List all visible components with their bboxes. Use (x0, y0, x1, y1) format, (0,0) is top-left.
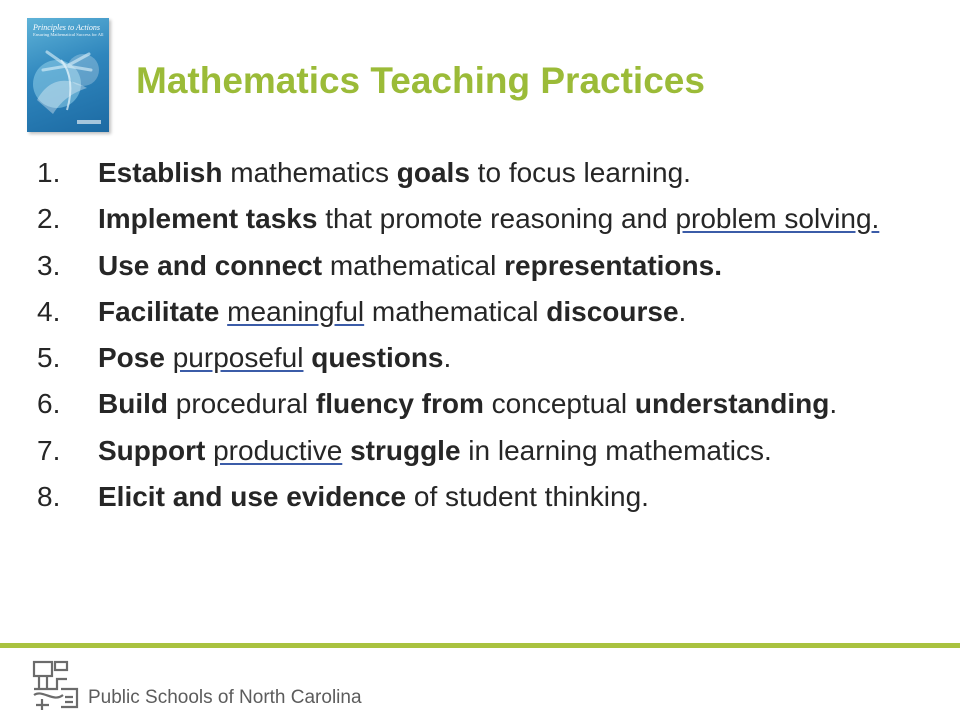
book-subtitle-text: Ensuring Mathematical Success for All (33, 32, 104, 37)
practice-emphasis: Implement tasks (98, 203, 318, 234)
practice-segment: . (678, 296, 687, 327)
practice-segment: mathematics (222, 157, 397, 188)
practice-emphasis: representations. (504, 250, 722, 281)
practice-item (37, 155, 942, 190)
practice-item (37, 248, 942, 283)
practice-emphasis: fluency from (315, 388, 484, 419)
practice-number: 2. (37, 203, 61, 234)
practice-number: 5. (37, 342, 61, 373)
practice-segment: to focus learning. (469, 157, 691, 188)
practice-item (37, 201, 942, 236)
practice-number: 3. (37, 250, 61, 281)
practice-segment (342, 435, 350, 466)
nc-dpi-logo-icon (31, 659, 81, 711)
practice-emphasis: struggle (350, 435, 461, 466)
practice-emphasis: Build (98, 388, 168, 419)
practice-segment (219, 296, 227, 327)
practice-emphasis: goals (396, 157, 470, 188)
practice-segment: mathematical (322, 250, 505, 281)
practice-number: 1. (37, 157, 61, 188)
practice-item (37, 386, 942, 421)
practice-segment (205, 435, 213, 466)
practice-underlined: problem solving. (675, 203, 880, 234)
practice-text (98, 340, 942, 375)
slide-title: Mathematics Teaching Practices (136, 60, 705, 101)
footer-divider (0, 643, 960, 648)
practice-emphasis: Use and connect (98, 250, 323, 281)
book-title-text: Principles to Actions (33, 23, 100, 32)
practice-segment: . (443, 342, 452, 373)
practice-text (98, 155, 942, 190)
practice-text (98, 201, 942, 236)
practice-item (37, 294, 942, 329)
organization-name: Public Schools of North Carolina (88, 687, 362, 708)
practice-emphasis: questions (311, 342, 444, 373)
practices-list (37, 155, 942, 525)
practice-emphasis: Support (98, 435, 206, 466)
practice-emphasis: Facilitate (98, 296, 220, 327)
practice-segment (165, 342, 173, 373)
practice-emphasis: Elicit and use evidence (98, 481, 407, 512)
practice-number: 7. (37, 435, 61, 466)
practice-item (37, 479, 942, 514)
practice-number: 4. (37, 296, 61, 327)
practice-text (98, 294, 942, 329)
practice-emphasis: Pose (98, 342, 165, 373)
practice-underlined: purposeful (172, 342, 304, 373)
practice-segment: conceptual (483, 388, 635, 419)
practice-number: 8. (37, 481, 61, 512)
practice-text (98, 479, 942, 514)
practice-segment: procedural (168, 388, 316, 419)
practice-segment: . (829, 388, 838, 419)
practice-number: 6. (37, 388, 61, 419)
practice-emphasis: Establish (98, 157, 223, 188)
practice-emphasis: understanding (634, 388, 830, 419)
practice-item (37, 340, 942, 375)
book-cover-image (27, 18, 109, 132)
practice-text (98, 386, 942, 421)
practice-segment: that promote reasoning and (317, 203, 676, 234)
practice-item (37, 433, 942, 468)
book-cover-title (33, 23, 105, 38)
practice-segment: mathematical (364, 296, 547, 327)
practice-text (98, 248, 942, 283)
practice-segment: in learning mathematics. (460, 435, 772, 466)
practice-underlined: meaningful (227, 296, 365, 327)
practice-underlined: productive (213, 435, 343, 466)
practice-emphasis: discourse (546, 296, 679, 327)
practice-text (98, 433, 942, 468)
book-cover-art (27, 40, 109, 132)
practice-segment: of student thinking. (406, 481, 649, 512)
